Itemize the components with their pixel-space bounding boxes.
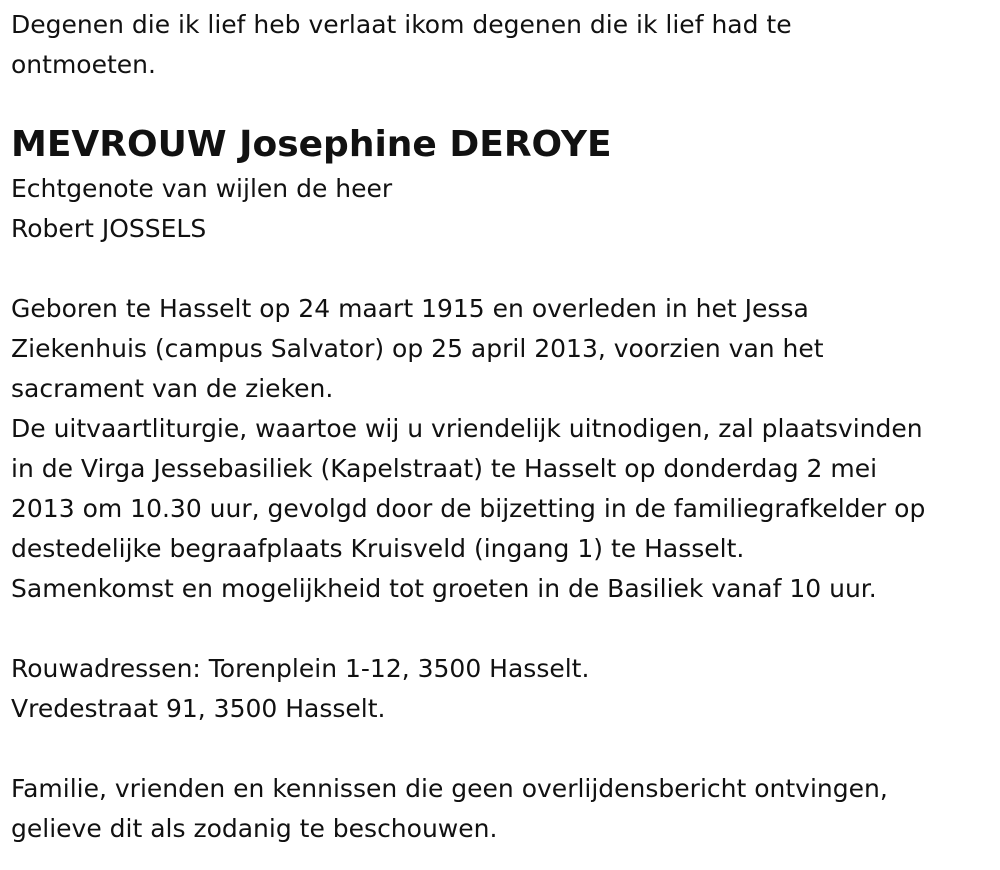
section-gap [11,609,991,649]
details-line: De uitvaartliturgie, waartoe wij u vriendelijk uitnodigen, zal plaatsvinden [11,414,923,443]
address-line: Rouwadressen: Torenplein 1-12, 3500 Hasselt. [11,654,590,683]
details-line: sacrament van de zieken. [11,374,334,403]
obituary-document [11,5,991,849]
details-line: 2013 om 10.30 uur, gevolgd door de bijzetting in de familiegrafkelder op [11,494,926,523]
details-line: Ziekenhuis (campus Salvator) op 25 april 2013, voorzien van het [11,334,824,363]
spouse-line: Robert JOSSELS [11,214,207,243]
spouse-line: Echtgenote van wijlen de heer [11,174,393,203]
details-line: in de Virga Jessebasiliek (Kapelstraat) te Hasselt op donderdag 2 mei [11,454,878,483]
details-line: destedelijke begraafplaats Kruisveld (ingang 1) te Hasselt. [11,534,745,563]
section-gap [11,249,991,289]
closing-block [11,769,991,849]
closing-line: Familie, vrienden en kennissen die geen overlijdensbericht ontvingen, [11,774,888,803]
quote-line: ontmoeten. [11,50,156,79]
addresses-block [11,649,991,729]
details-line: Geboren te Hasselt op 24 maart 1915 en overleden in het Jessa [11,294,809,323]
section-gap [11,729,991,769]
closing-line: gelieve dit als zodanig te beschouwen. [11,814,498,843]
details-line: Samenkomst en mogelijkheid tot groeten in de Basiliek vanaf 10 uur. [11,574,877,603]
details-block [11,289,991,609]
address-line: Vredestraat 91, 3500 Hasselt. [11,694,386,723]
deceased-name: MEVROUW Josephine DEROYE [11,124,612,165]
quote-line: Degenen die ik lief heb verlaat ikom degenen die ik lief had te [11,10,792,39]
opening-quote [11,5,991,85]
deceased-block [11,121,991,249]
